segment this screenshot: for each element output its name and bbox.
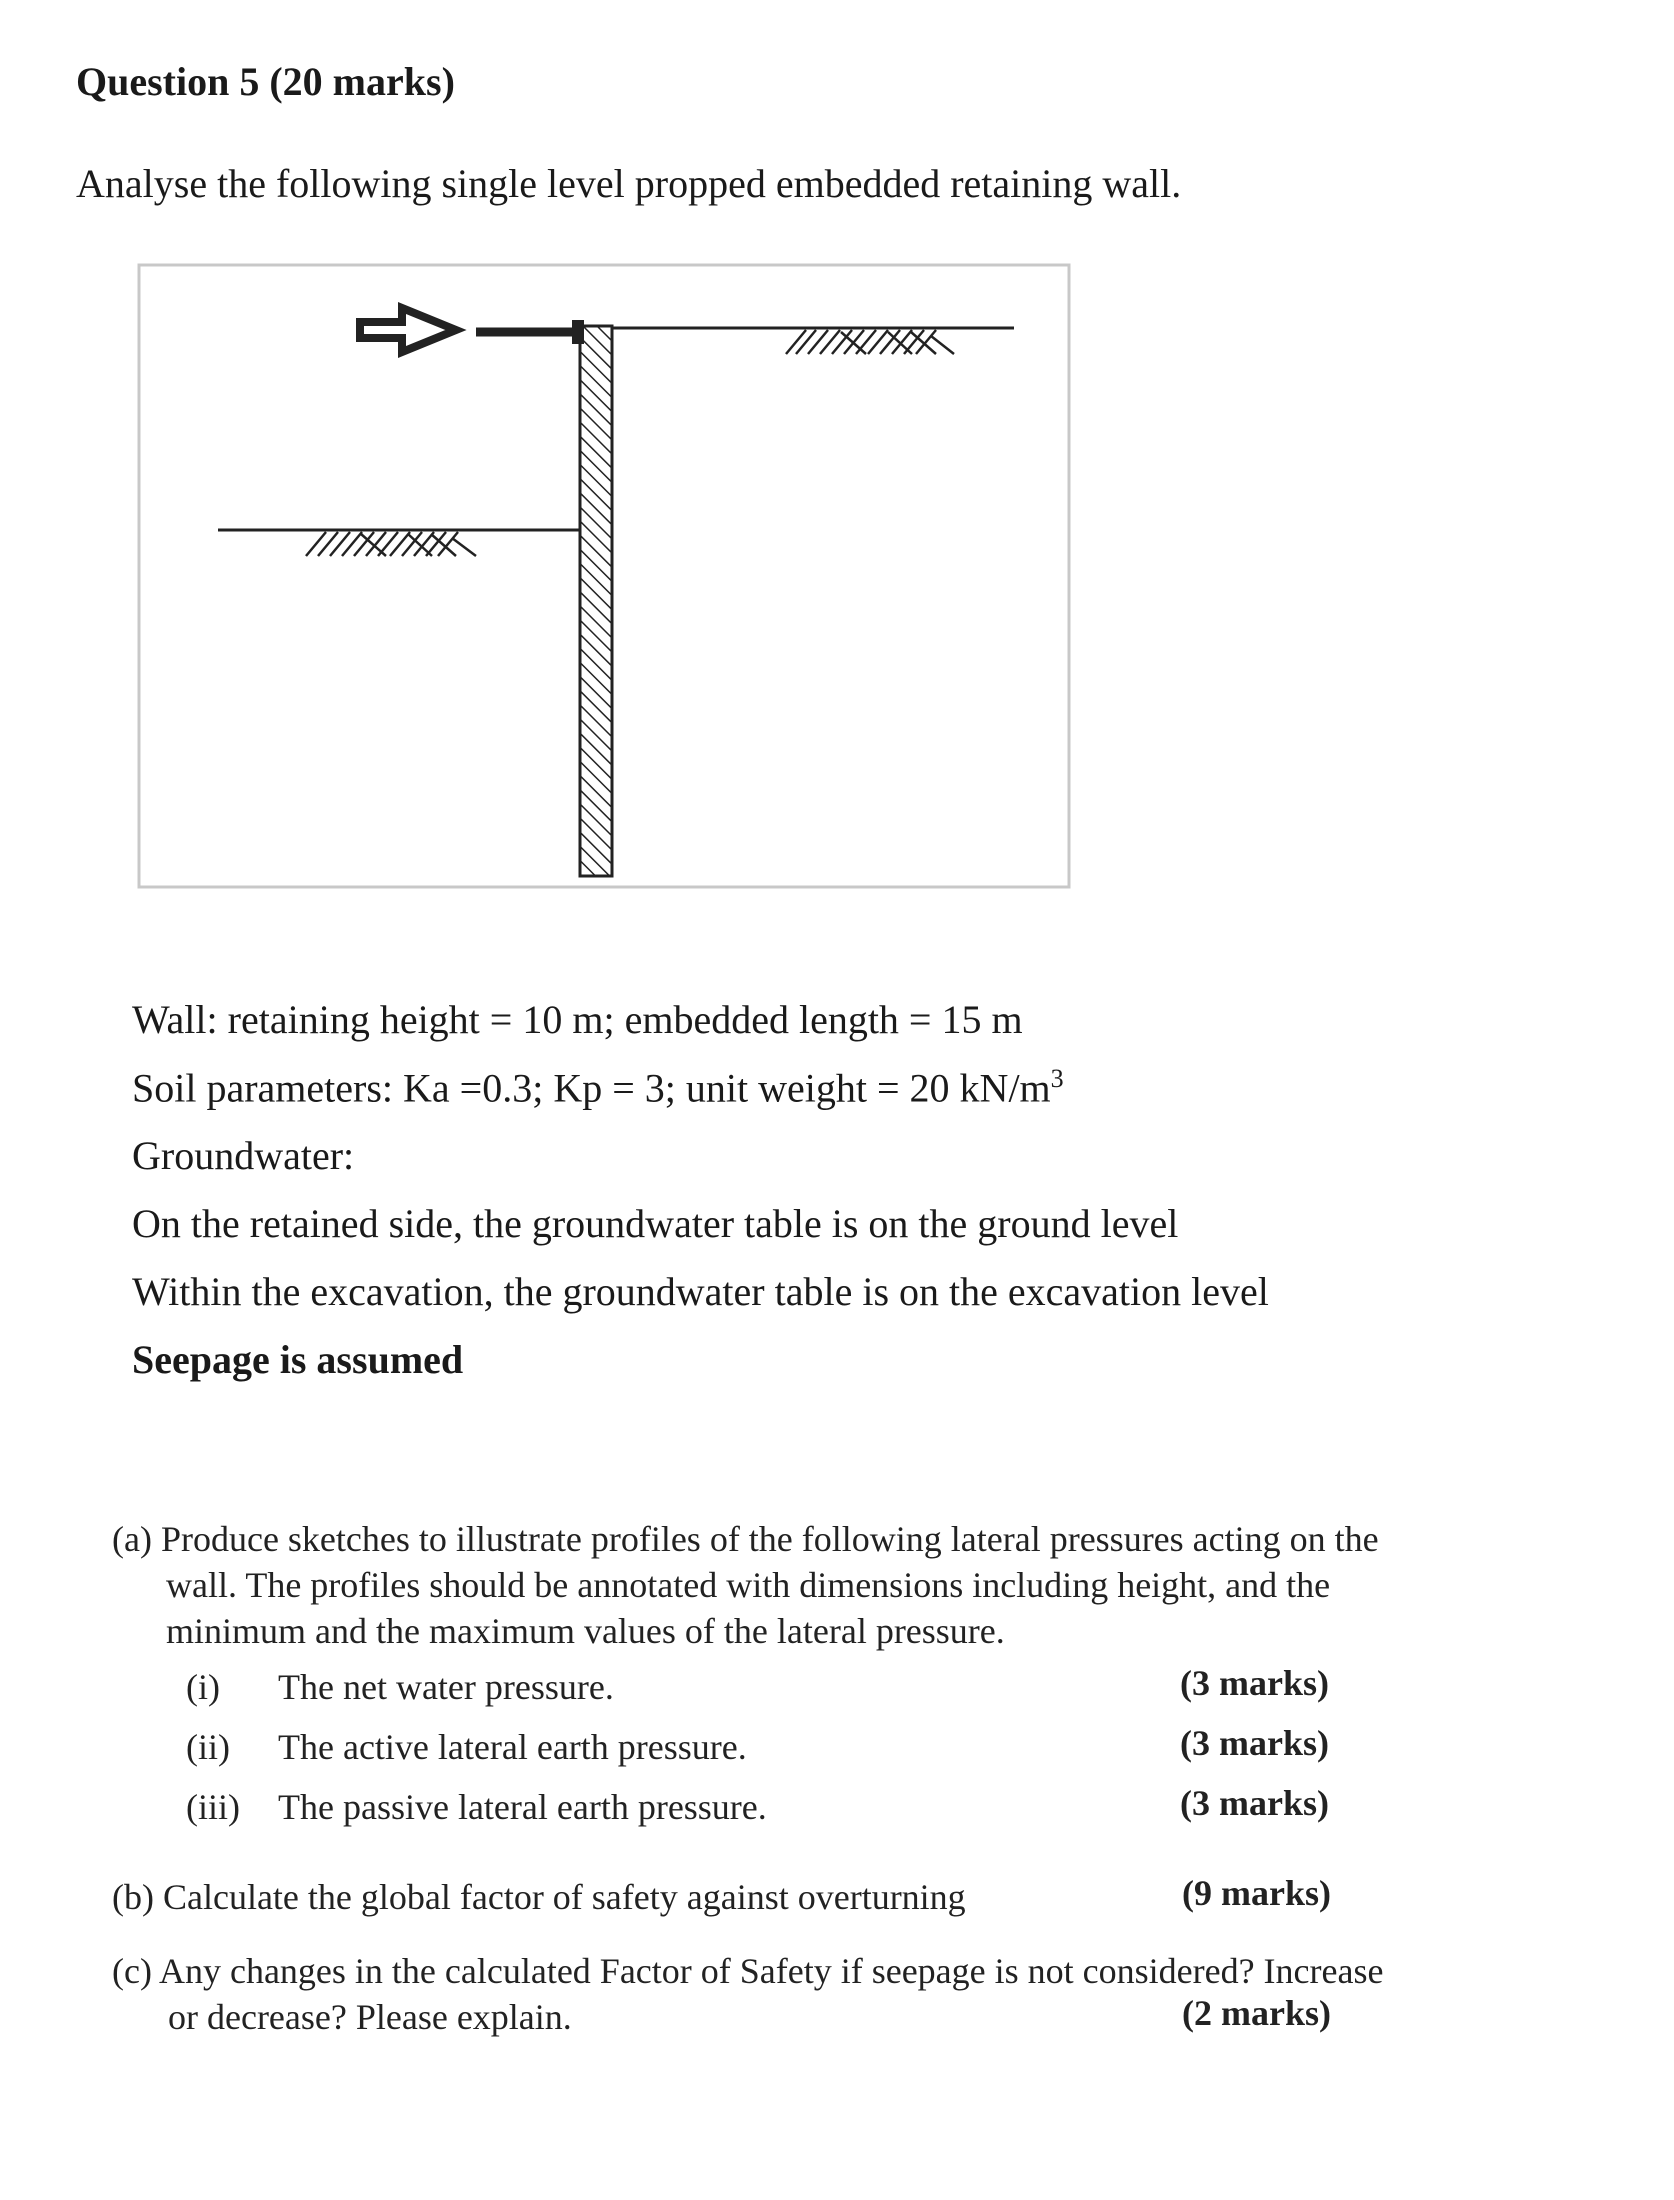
- part-b-text: (b) Calculate the global factor of safety against overturning: [112, 1877, 966, 1917]
- retained-ground-hatch: [786, 330, 954, 354]
- part-c-line1: (c) Any changes in the calculated Factor of Safety if seepage is not considered? Increase: [112, 1951, 1384, 1991]
- sub-item-marks: (3 marks): [1180, 1783, 1329, 1823]
- part-a-line3: minimum and the maximum values of the lateral pressure.: [166, 1611, 1005, 1651]
- groundwater-retained-side: On the retained side, the groundwater table is on the ground level: [132, 1201, 1179, 1246]
- part-a-line2: wall. The profiles should be annotated with dimensions including height, and the: [166, 1565, 1331, 1605]
- sub-item-text: The net water pressure.: [278, 1667, 614, 1707]
- sub-item-num: (i): [186, 1667, 220, 1707]
- groundwater-excavation-side: Within the excavation, the groundwater table is on the excavation level: [132, 1269, 1269, 1314]
- prop-arrow-icon: [360, 308, 456, 352]
- part-b-marks: (9 marks): [1182, 1873, 1331, 1913]
- soil-unit-superscript: 3: [1050, 1064, 1064, 1093]
- part-c-marks: (2 marks): [1182, 1993, 1331, 2033]
- sub-item-text: The active lateral earth pressure.: [278, 1727, 747, 1767]
- retaining-wall-diagram: [136, 262, 1074, 894]
- question-intro: Analyse the following single level propped embedded retaining wall.: [76, 161, 1182, 206]
- sub-item-text: The passive lateral earth pressure.: [278, 1787, 767, 1827]
- soil-parameters-text: Soil parameters: Ka =0.3; Kp = 3; unit weight = 20 kN/m: [132, 1065, 1051, 1111]
- sub-item-num: (iii): [186, 1787, 240, 1827]
- embedded-wall: [580, 326, 612, 876]
- sub-item-marks: (3 marks): [1180, 1723, 1329, 1763]
- part-c-line2: or decrease? Please explain.: [168, 1997, 572, 2037]
- part-a-line1: (a) Produce sketches to illustrate profiles of the following lateral pressures acting on the: [112, 1519, 1379, 1559]
- sub-item-marks: (3 marks): [1180, 1663, 1329, 1703]
- wall-parameters: Wall: retaining height = 10 m; embedded length = 15 m: [132, 997, 1023, 1042]
- seepage-note: Seepage is assumed: [132, 1337, 464, 1382]
- prop-connection: [572, 320, 584, 344]
- groundwater-label: Groundwater:: [132, 1133, 355, 1178]
- question-title: Question 5 (20 marks): [76, 59, 455, 104]
- excavation-ground-hatch: [306, 532, 476, 556]
- sub-item-num: (ii): [186, 1727, 230, 1767]
- soil-parameters: [132, 1064, 1064, 1111]
